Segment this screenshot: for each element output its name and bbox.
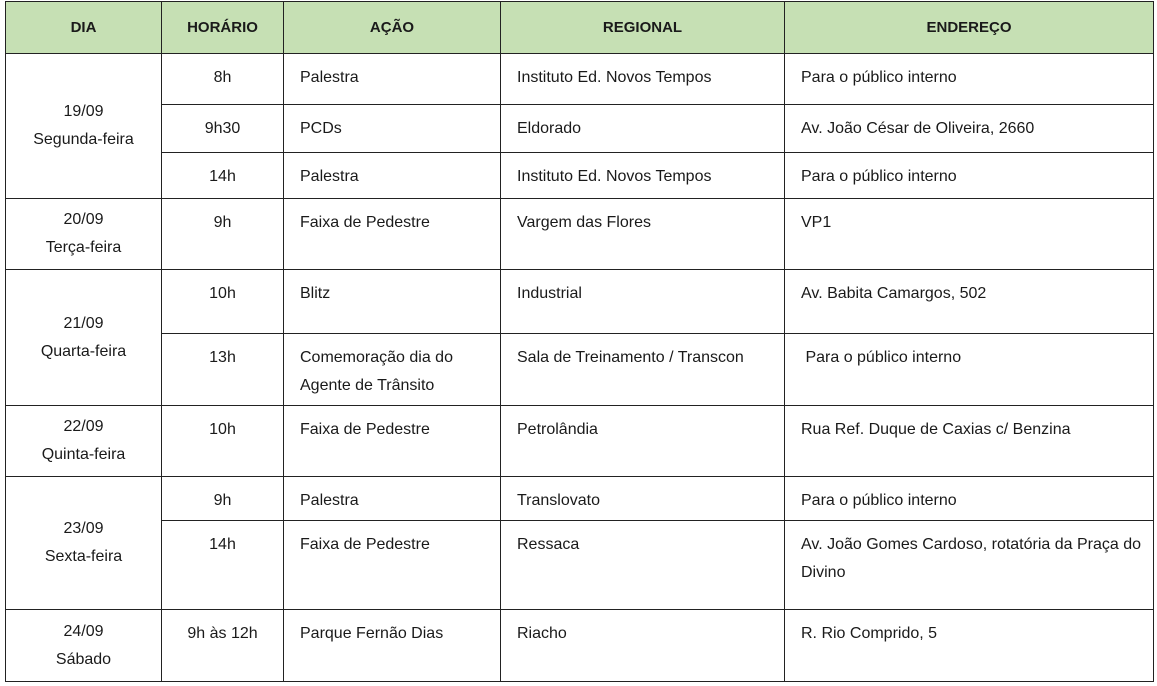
header-row	[6, 2, 1154, 54]
cell-acao: Palestra	[284, 54, 501, 105]
day-weekday: Segunda-feira	[33, 131, 134, 148]
table-row	[6, 270, 1154, 334]
table-row	[6, 105, 1154, 153]
schedule-table	[5, 1, 1154, 682]
cell-horario: 9h às 12h	[162, 610, 284, 682]
cell-regional: Riacho	[501, 610, 785, 682]
day-weekday: Quarta-feira	[40, 342, 127, 360]
day-cell	[6, 477, 162, 610]
cell-regional: Sala de Treinamento / Transcon	[501, 334, 785, 406]
cell-endereco: Av. Babita Camargos, 502	[785, 270, 1154, 334]
table-row	[6, 521, 1154, 610]
table-row	[6, 477, 1154, 521]
cell-endereco: R. Rio Comprido, 5	[785, 610, 1154, 682]
day-date: 22/09	[63, 418, 104, 435]
day-cell	[6, 199, 162, 270]
day-cell	[6, 270, 162, 406]
cell-acao: Faixa de Pedestre	[284, 521, 501, 610]
cell-horario: 9h30	[162, 105, 284, 153]
cell-regional: Vargem das Flores	[501, 199, 785, 270]
cell-regional: Industrial	[501, 270, 785, 334]
day-cell	[6, 406, 162, 477]
day-weekday: Sexta-feira	[44, 548, 123, 565]
cell-acao: Palestra	[284, 153, 501, 199]
day-date: 20/09	[63, 211, 104, 228]
day-weekday: Terça-feira	[45, 239, 122, 256]
cell-regional: Petrolândia	[501, 406, 785, 477]
cell-endereco: Para o público interno	[785, 477, 1154, 521]
cell-acao: Comemoração dia do Agente de Trânsito	[284, 334, 501, 406]
cell-horario: 9h	[162, 477, 284, 521]
cell-endereco: Para o público interno	[785, 54, 1154, 105]
table-row	[6, 610, 1154, 682]
cell-acao: Parque Fernão Dias	[284, 610, 501, 682]
table-row	[6, 199, 1154, 270]
header-endereco: ENDEREÇO	[785, 2, 1154, 54]
table-row	[6, 54, 1154, 105]
cell-horario: 10h	[162, 270, 284, 334]
table-row	[6, 153, 1154, 199]
cell-horario: 14h	[162, 153, 284, 199]
cell-horario: 13h	[162, 334, 284, 406]
cell-acao: PCDs	[284, 105, 501, 153]
cell-endereco: Para o público interno	[785, 334, 1154, 406]
day-date: 24/09	[63, 622, 104, 640]
cell-endereco: Av. João César de Oliveira, 2660	[785, 105, 1154, 153]
cell-horario: 9h	[162, 199, 284, 270]
cell-horario: 8h	[162, 54, 284, 105]
cell-endereco: VP1	[785, 199, 1154, 270]
cell-horario: 10h	[162, 406, 284, 477]
cell-acao: Palestra	[284, 477, 501, 521]
cell-horario: 14h	[162, 521, 284, 610]
day-cell	[6, 54, 162, 199]
day-cell	[6, 610, 162, 682]
cell-regional: Translovato	[501, 477, 785, 521]
header-horario: HORÁRIO	[162, 2, 284, 54]
cell-acao: Blitz	[284, 270, 501, 334]
cell-regional: Ressaca	[501, 521, 785, 610]
cell-acao: Faixa de Pedestre	[284, 199, 501, 270]
header-acao: AÇÃO	[284, 2, 501, 54]
day-weekday: Sábado	[55, 650, 112, 668]
schedule-body	[6, 54, 1154, 682]
schedule-header	[6, 2, 1154, 54]
cell-regional: Instituto Ed. Novos Tempos	[501, 153, 785, 199]
day-date: 19/09	[63, 103, 104, 120]
day-date: 23/09	[63, 520, 104, 537]
header-dia: DIA	[6, 2, 162, 54]
cell-endereco: Rua Ref. Duque de Caxias c/ Benzina	[785, 406, 1154, 477]
table-row	[6, 406, 1154, 477]
day-weekday: Quinta-feira	[41, 446, 126, 463]
cell-endereco: Para o público interno	[785, 153, 1154, 199]
cell-acao: Faixa de Pedestre	[284, 406, 501, 477]
cell-regional: Instituto Ed. Novos Tempos	[501, 54, 785, 105]
table-row	[6, 334, 1154, 406]
cell-endereco: Av. João Gomes Cardoso, rotatória da Praça do Divino	[785, 521, 1154, 610]
header-regional: REGIONAL	[501, 2, 785, 54]
day-date: 21/09	[63, 314, 104, 332]
cell-regional: Eldorado	[501, 105, 785, 153]
